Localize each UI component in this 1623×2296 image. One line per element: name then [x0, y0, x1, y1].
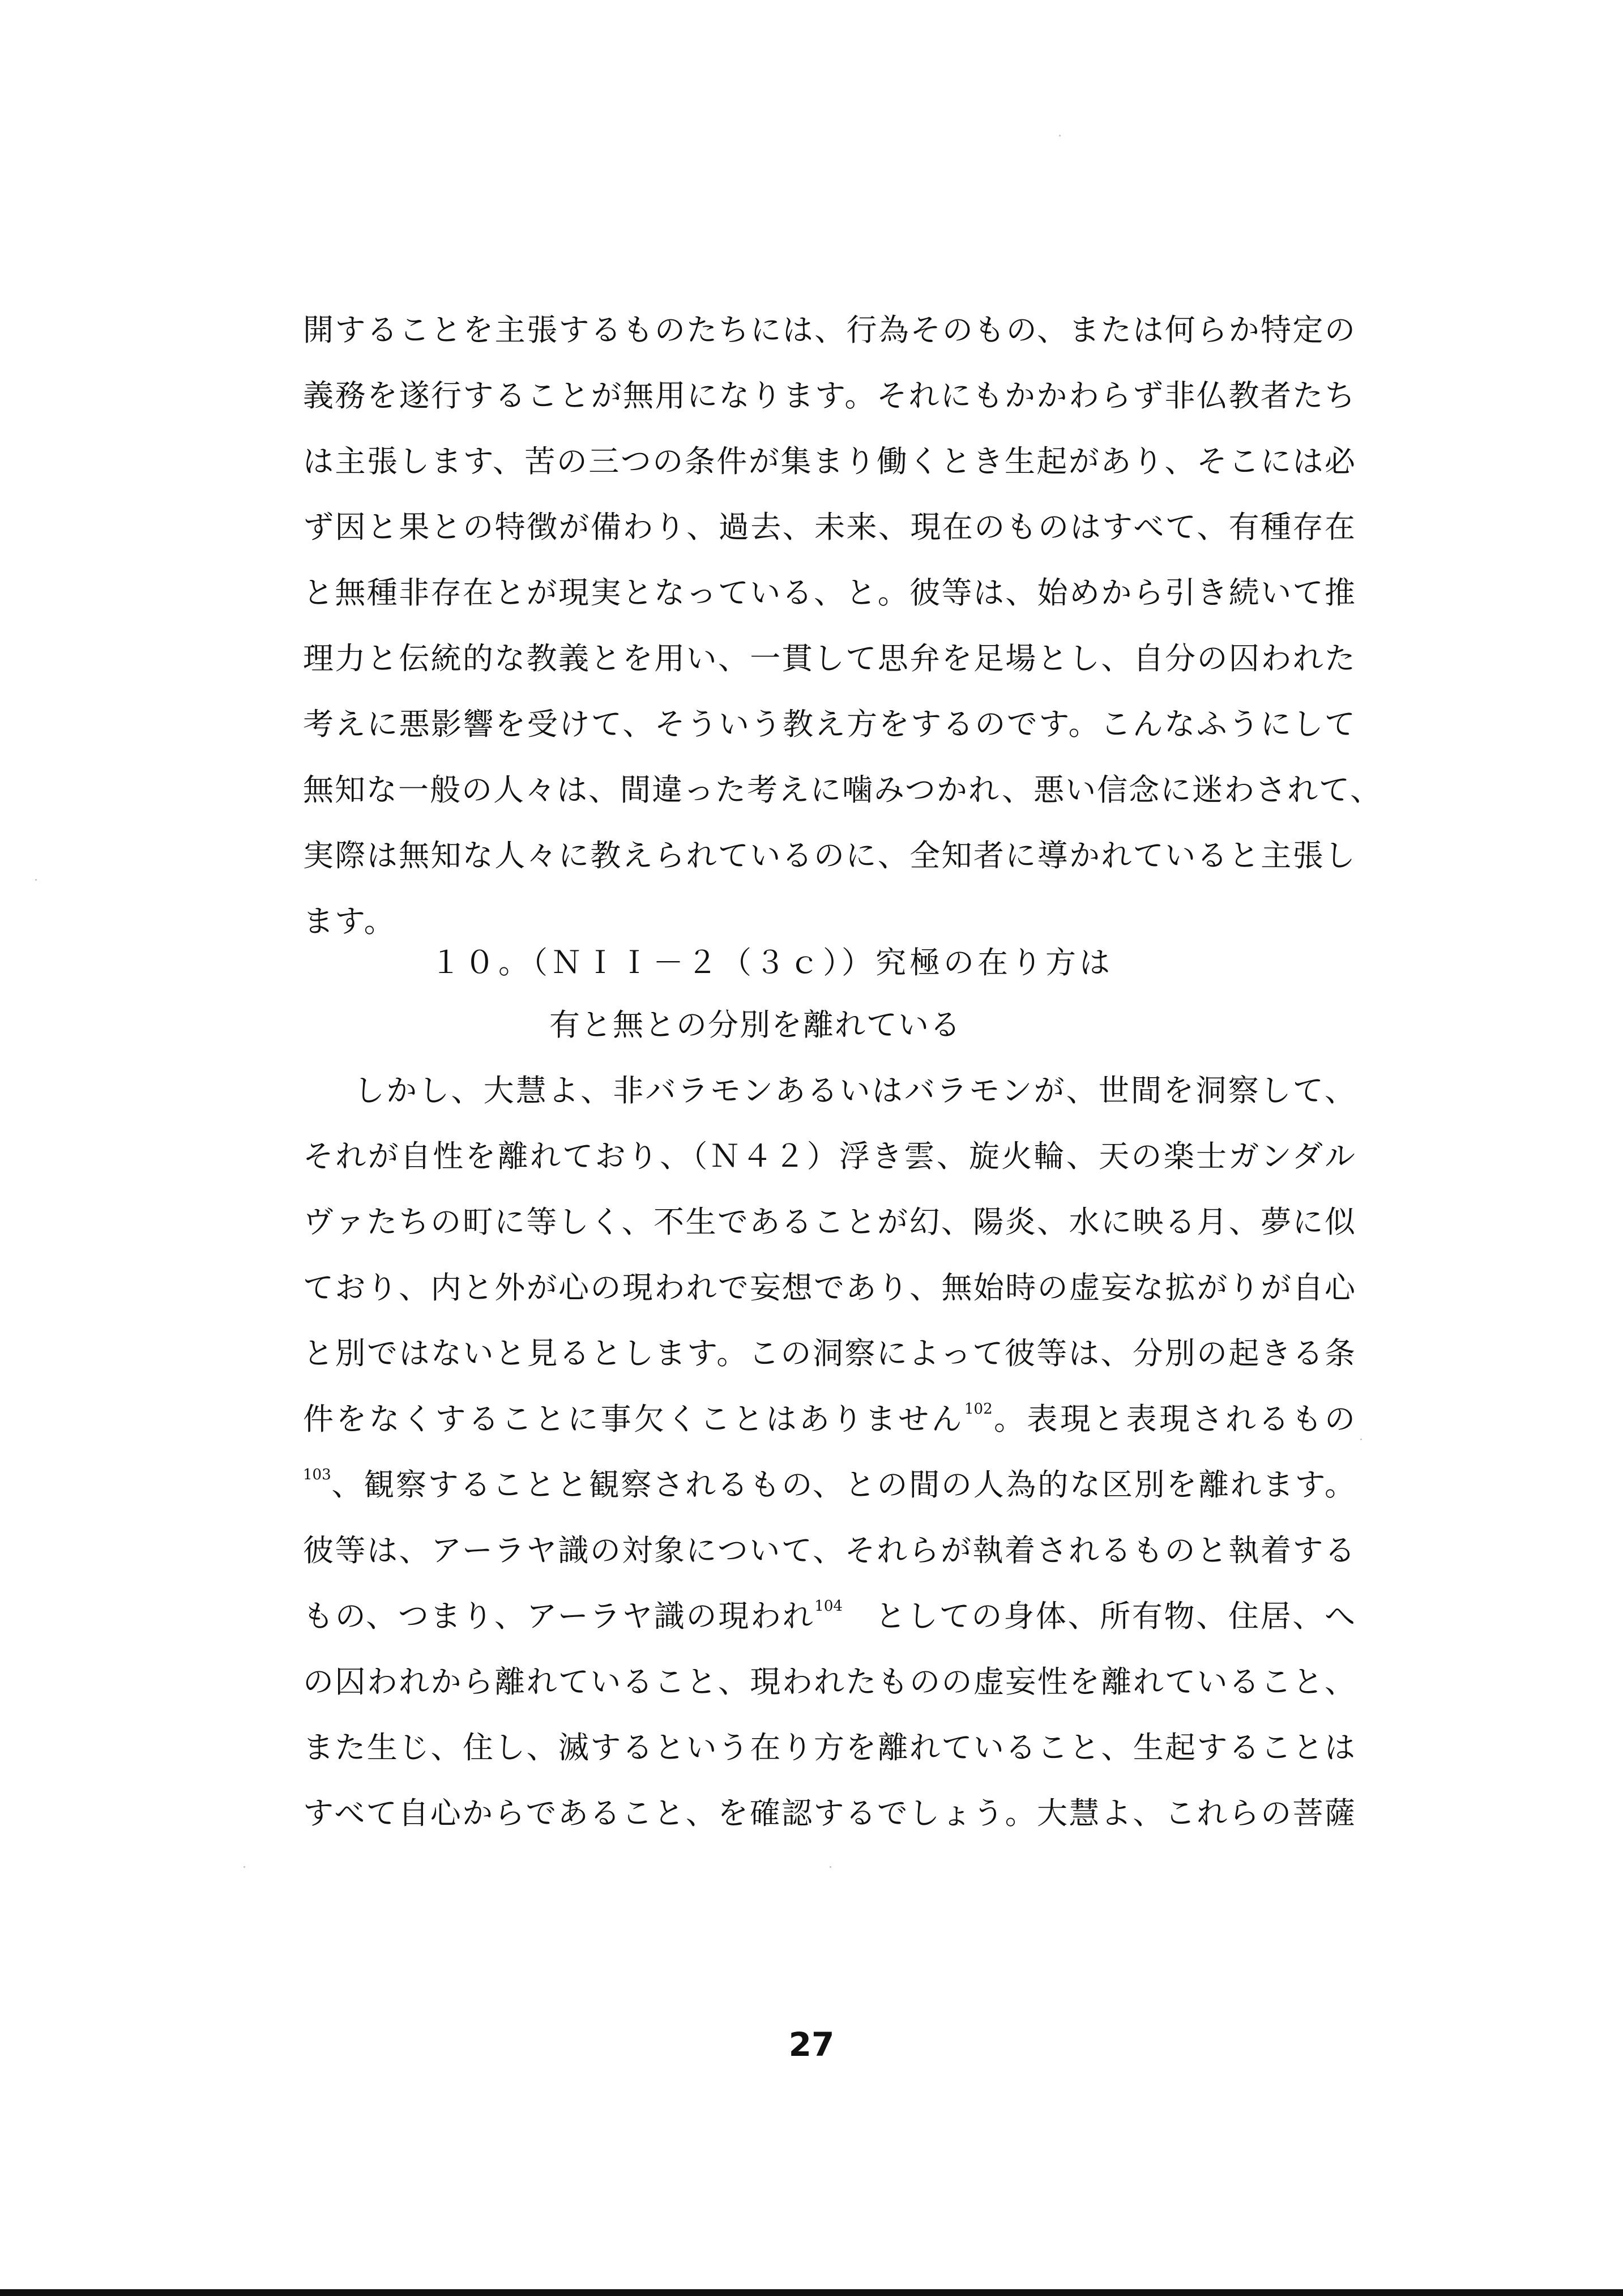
footnote-marker-103: 103	[303, 1466, 331, 1483]
scan-speck	[244, 1866, 245, 1868]
text-line: それが自性を離れており、（Ｎ４２）浮き雲、旋火輪、天の楽士ガンダル	[303, 1138, 1356, 1174]
footnote-marker-102: 102	[964, 1401, 993, 1418]
text-line: 開することを主張するものたちには、行為そのもの、または何らか特定の	[303, 312, 1356, 348]
scan-speck	[1059, 135, 1061, 136]
scan-speck	[35, 879, 37, 881]
scan-speck	[1360, 1439, 1362, 1440]
text-segment: 。表現と表現されるもの	[992, 1401, 1357, 1437]
text-segment: もの、つまり、アーラヤ識の現われ	[303, 1598, 815, 1634]
footnote-marker-104: 104	[814, 1598, 843, 1615]
text-line-with-footnote	[303, 1386, 1356, 1452]
text-line: の囚われから離れていること、現われたものの虚妄性を離れていること、	[303, 1664, 1356, 1700]
text-line: 無知な一般の人々は、間違った考えに噛みつかれ、悪い信念に迷わされて、	[303, 772, 1382, 808]
text-line-with-footnote	[303, 1584, 1356, 1649]
text-segment: 、観察することと観察されるもの、との間の人為的な区別を離れます。	[331, 1467, 1356, 1503]
paragraph-1	[303, 297, 1382, 954]
text-line: 考えに悪影響を受けて、そういう教え方をするのです。こんなふうにして	[303, 706, 1356, 742]
text-line: と無種非存在とが現実となっている、と。彼等は、始めから引き続いて推	[303, 575, 1356, 611]
text-line: また生じ、住し、滅するという在り方を離れていること、生起することは	[303, 1730, 1356, 1765]
text-segment: 件をなくすることに事欠くことはありません	[303, 1401, 964, 1437]
section-heading-line-1: １０。（ＮＩＩ－２（３ｃ））究極の在り方は	[430, 945, 1113, 980]
text-line: 理力と伝統的な教義とを用い、一貫して思弁を足場とし、自分の囚われた	[303, 641, 1356, 676]
text-line-with-footnote	[303, 1452, 1356, 1518]
text-line: と別ではないと見るとします。この洞察によって彼等は、分別の起きる条	[303, 1335, 1356, 1371]
text-line: 彼等は、アーラヤ識の対象について、それらが執着されるものと執着する	[303, 1533, 1356, 1568]
text-line: は主張します、苦の三つの条件が集まり働くとき生起があり、そこには必	[303, 443, 1356, 479]
text-line: すべて自心からであること、を確認するでしょう。大慧よ、これらの菩薩	[303, 1795, 1356, 1831]
bottom-edge-rule	[0, 2289, 1623, 2296]
text-line: 義務を遂行することが無用になります。それにもかかわらず非仏教者たち	[303, 378, 1356, 413]
page-number: 27	[788, 2025, 835, 2064]
text-line: しかし、大慧よ、非バラモンあるいはバラモンが、世間を洞察して、	[354, 1073, 1356, 1108]
section-heading-line-2: 有と無との分別を離れている	[549, 1007, 962, 1043]
text-line: ヴァたちの町に等しく、不生であることが幻、陽炎、水に映る月、夢に似	[303, 1204, 1356, 1240]
text-line: 実際は無知な人々に教えられているのに、全知者に導かれていると主張し	[303, 838, 1356, 873]
text-segment: としての身体、所有物、住居、へ	[842, 1598, 1357, 1634]
text-line: ます。	[303, 903, 396, 939]
text-line: ず因と果との特徴が備わり、過去、未来、現在のものはすべて、有種存在	[303, 509, 1356, 545]
text-line: ており、内と外が心の現われで妄想であり、無始時の虚妄な拡がりが自心	[303, 1270, 1356, 1305]
scan-speck	[830, 1866, 831, 1868]
paragraph-2	[303, 1058, 1356, 1846]
